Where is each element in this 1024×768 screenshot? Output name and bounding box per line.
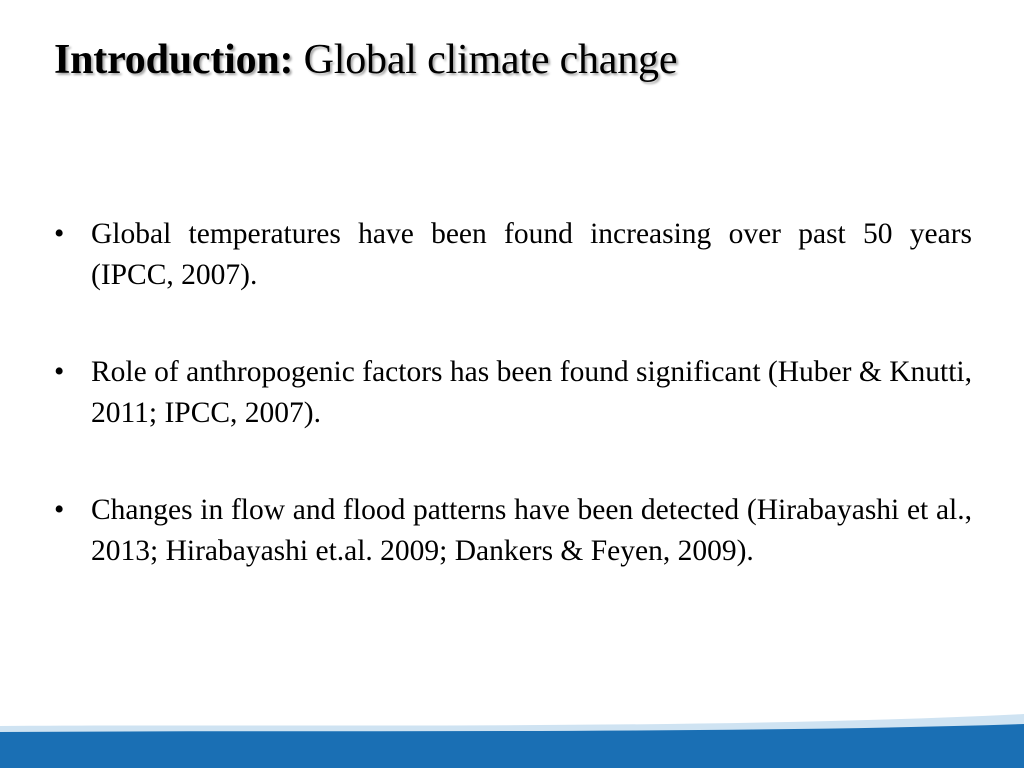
bullet-text: Changes in flow and flood patterns have been detected (Hirabayashi et al., 2013; Hirabayashi et.al. 2009; Dankers & Feyen, 2009). (91, 494, 972, 567)
bullet-text: Global temperatures have been found increasing over past 50 years (IPCC, 2007). (91, 218, 972, 291)
bullet-dot-icon: • (54, 218, 65, 250)
bullet-list (48, 214, 972, 628)
bullet-item (48, 490, 972, 572)
bullet-dot-icon: • (54, 494, 65, 526)
bullet-dot-icon: • (54, 356, 65, 388)
bullet-item (48, 214, 972, 296)
slide-title-lead: Introduction: (54, 37, 294, 83)
slide-title (54, 34, 677, 86)
bullet-item (48, 352, 972, 434)
footer-wave-band (0, 690, 1024, 768)
bullet-text: Role of anthropogenic factors has been found significant (Huber & Knutti, 2011; IPCC, 2007). (91, 356, 972, 429)
slide-title-rest: Global climate change (303, 37, 678, 83)
